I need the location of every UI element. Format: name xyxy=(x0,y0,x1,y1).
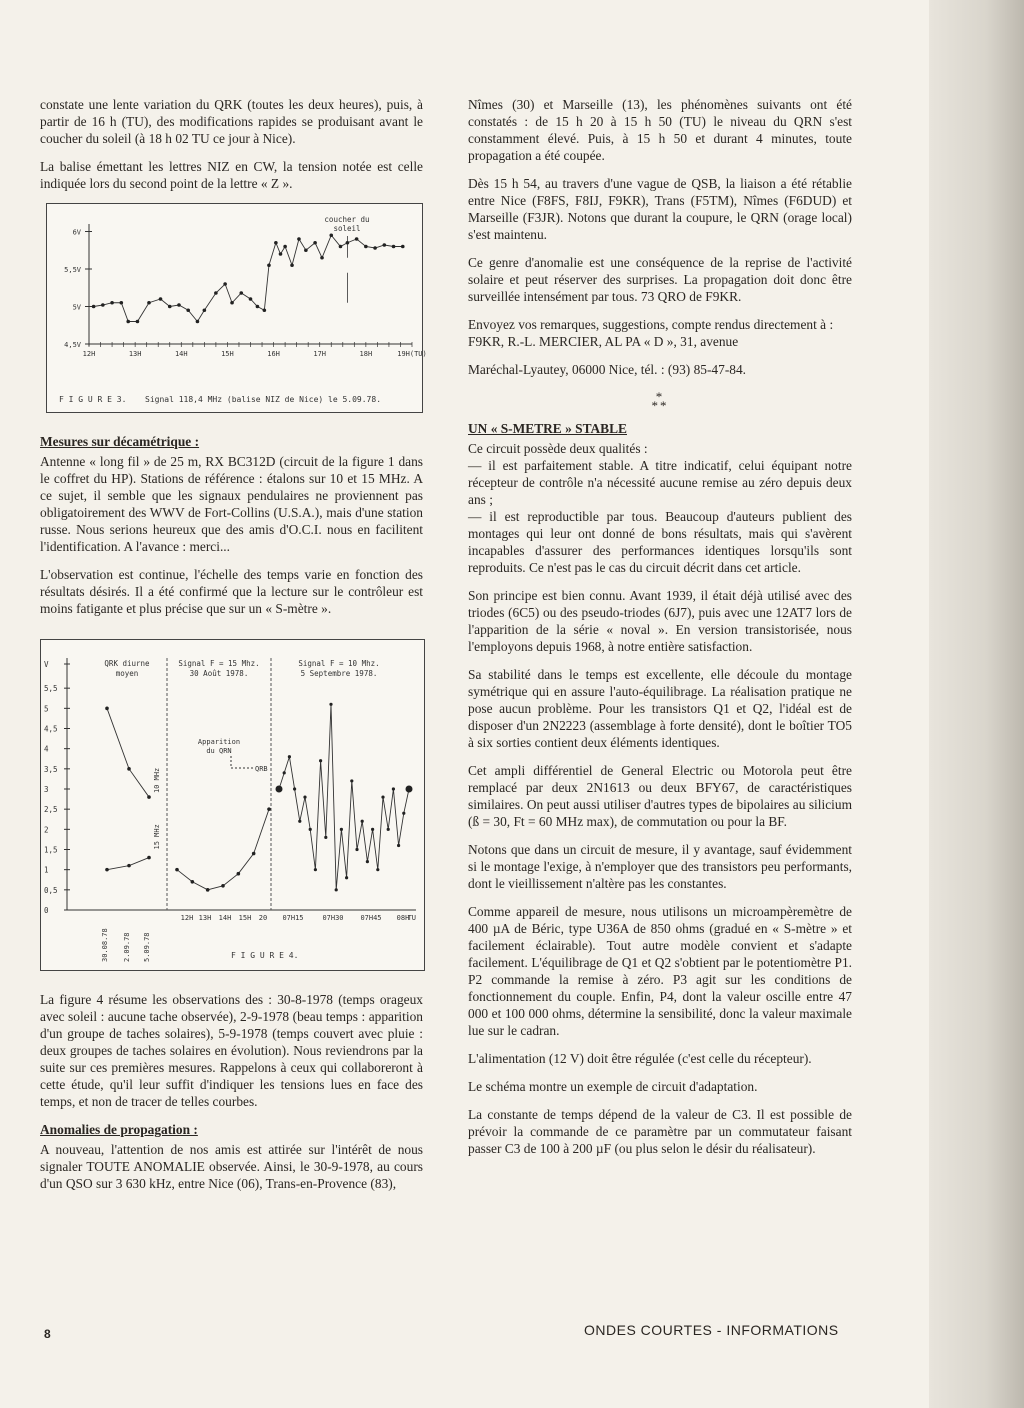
series-line xyxy=(94,235,403,321)
annotation-label: du QRN xyxy=(206,747,232,755)
list-item: — il est reproductible par tous. Beaucoup d'auteurs publient des montages qui leur ont donné de bons résultats, mais qui s'avèrent incapables d'assurer des performances identiques lorsqu'ils sont reproduits. Ce n'est pas le cas du circuit décrit dans cet article. xyxy=(468,509,852,575)
data-point xyxy=(191,880,195,884)
x-tick-label: 14H xyxy=(218,914,232,922)
paragraph: Son principe est bien connu. Avant 1939, il était déjà utilisé avec des triodes (6C5) ou des pseudo-triodes (6J7), puis avec une 12AT7 lors de l'apparition de la série « noval ». En version transistorisée, nous l'employons depuis 1968, à notre entière satisfaction. xyxy=(468,588,852,654)
panel-title: moyen xyxy=(115,669,139,678)
y-tick-label: 2 xyxy=(44,825,49,835)
x-tick-label: 14H xyxy=(174,350,188,358)
paragraph: Ce circuit possède deux qualités : xyxy=(468,441,648,456)
list-item: — il est parfaitement stable. A titre indicatif, celui équipant notre récepteur de contrôle n'a nécessité aucune remise au zéro depuis deux ans ; xyxy=(468,458,852,507)
y-tick-label: 0 xyxy=(44,906,49,915)
y-tick-label: 3,5 xyxy=(44,764,58,774)
paragraph: L'observation est continue, l'échelle des temps varie en fonction des résultats désirés. Il a été confirmé que la lecture sur le contrôleur est moins fatigante et plus précise que sur un « S-mètre ». xyxy=(40,567,423,616)
y-tick-label: 0,5 xyxy=(44,885,58,895)
data-point xyxy=(126,320,130,324)
paragraph: Comme appareil de mesure, nous utilisons un microampèremètre de 400 µA de Béric, type U36A de 850 ohms (gradué en « S-mètre » et facilement éclairable). Tout autre modèle convient et s'adapte facilement. L'équilibrage de Q1 et Q2 s'obtient par le potentiomètre P1. P2 commande la remise à zéro. P3 agit sur les conditions de fonctionnement du couple. Enfin, P4, dont la valeur oscille entre 47 000 et 100 000 ohms, détermine la sensibilité, donc la valeur maximale lue sur le cadran. xyxy=(468,904,852,1038)
y-tick-label: 3 xyxy=(44,785,49,794)
data-point xyxy=(186,308,190,312)
x-tick-label: 08H xyxy=(396,914,410,922)
data-point xyxy=(105,707,109,711)
figure-3-chart xyxy=(47,204,427,412)
paragraph: La constante de temps dépend de la valeur de C3. Il est possible de prévoir la commande de ce paramètre par un commutateur faisant passer C3 de 100 à 200 µF (ou plus selon le désir du réalisateur). xyxy=(468,1107,852,1156)
data-point xyxy=(303,795,306,798)
data-point xyxy=(339,245,343,249)
data-point xyxy=(105,868,109,872)
x-tick-label: 07H45 xyxy=(360,914,382,922)
panel-title: 5 Septembre 1978. xyxy=(300,669,378,678)
x-tick-label: 13H xyxy=(198,914,212,922)
data-point xyxy=(401,245,405,249)
paragraph: Cet ampli différentiel de General Electric ou Motorola peut être remplacé par deux 2N1613 ou deux BFY67, de caractéristiques similaires. On peut aussi utiliser d'autres types de bipolaires au silicium (ß = 30, Ft = 60 MHz max), de commutation ou pour la BF. xyxy=(468,763,852,829)
paragraph: L'alimentation (12 V) doit être régulée (c'est celle du récepteur). xyxy=(468,1051,812,1066)
data-point xyxy=(293,787,296,790)
y-tick-label: V xyxy=(44,660,49,669)
data-point xyxy=(120,301,124,305)
panel-title: Signal F = 15 Mhz. xyxy=(178,659,260,668)
data-point xyxy=(366,860,369,863)
address-line: Maréchal-Lyautey, 06000 Nice, tél. : (93) 85-47-84. xyxy=(468,362,747,377)
data-point xyxy=(309,828,312,831)
data-point xyxy=(127,864,131,868)
panel-title: 30 Août 1978. xyxy=(189,669,249,678)
data-point xyxy=(276,786,283,793)
data-point xyxy=(313,241,317,245)
data-point xyxy=(283,771,286,774)
data-point xyxy=(230,301,234,305)
x-tick-label: 12H xyxy=(180,914,194,922)
data-point xyxy=(346,241,350,245)
series-label: 10 MHz xyxy=(153,767,161,794)
data-point xyxy=(406,786,413,793)
paragraph: Notons que dans un circuit de mesure, il y avantage, sauf évidemment si le montage l'exige, à n'employer que des transistors peu performants, dont le vieillissement n'altère pas les constantes. xyxy=(468,842,852,891)
data-point xyxy=(392,245,396,249)
data-point xyxy=(110,301,114,305)
data-point xyxy=(290,263,294,267)
data-point xyxy=(274,241,278,245)
paragraph: Ce genre d'anomalie est une conséquence de la reprise de l'activité solaire et peut réserver des surprises. La propagation doit donc être surveillée intensément par tous. 73 QRO de F9KR. xyxy=(468,255,852,304)
paragraph: La balise émettant les lettres NIZ en CW, la tension notée est celle indiquée lors du second point de la lettre « Z ». xyxy=(40,159,423,191)
page-number: 8 xyxy=(44,1327,51,1341)
left-column xyxy=(40,96,427,1203)
section-separator: * ** xyxy=(651,389,669,413)
y-tick-label: 5V xyxy=(72,303,81,312)
data-point xyxy=(381,795,384,798)
panel-title: QRK diurne xyxy=(104,659,150,668)
data-point xyxy=(177,303,181,307)
data-point xyxy=(136,320,140,324)
data-point xyxy=(249,297,253,301)
data-point xyxy=(297,237,301,241)
paragraph: Dès 15 h 54, au travers d'une vague de QSB, la liaison a été rétablie entre Nice (F8FS, F8IJ, F9KR), Trans (F5TM), Nîmes (F6DUD) et Marseille (F3JR). Notons que durant la coupure, le QRN (orage local) s'est maintenu. xyxy=(468,176,852,242)
data-point xyxy=(288,755,291,758)
data-point xyxy=(340,828,343,831)
section-heading: Mesures sur décamétrique : xyxy=(40,434,200,449)
data-point xyxy=(206,888,210,892)
data-point xyxy=(214,291,218,295)
x-tick-label: 15H xyxy=(221,350,234,358)
x-axis-unit: TU xyxy=(407,914,416,922)
y-tick-label: 6V xyxy=(72,228,81,237)
y-tick-label: 1 xyxy=(44,865,49,875)
data-point xyxy=(203,308,207,312)
data-point xyxy=(371,828,374,831)
data-point xyxy=(237,872,241,876)
paragraph: A nouveau, l'attention de nos amis est attirée sur l'intérêt de nous signaler TOUTE ANOMALIE observée. Ainsi, le 30-9-1978, au cours d'un QSO sur 3 630 kHz, entre Nice (06), Trans-en-Provence (83), xyxy=(40,1142,423,1191)
data-point xyxy=(324,836,327,839)
data-point xyxy=(256,305,260,309)
x-tick-label: 2.09.78 xyxy=(123,932,131,962)
data-point xyxy=(397,844,400,847)
paragraph: Envoyez vos remarques, suggestions, compte rendus directement à : xyxy=(468,317,834,332)
data-point xyxy=(147,856,151,860)
data-point xyxy=(355,237,359,241)
data-point xyxy=(147,301,151,305)
data-point xyxy=(329,703,332,706)
x-tick-label: 19H(TU) xyxy=(397,350,427,358)
x-tick-label: 5.09.78 xyxy=(143,932,151,962)
figure-label: F I G U R E 4. xyxy=(231,951,299,960)
data-point xyxy=(355,848,358,851)
data-point xyxy=(92,305,96,309)
y-tick-label: 5,5V xyxy=(64,266,81,274)
section-heading: Anomalies de propagation : xyxy=(40,1122,198,1137)
data-point xyxy=(320,256,324,260)
paragraph: constate une lente variation du QRK (toutes les deux heures), puis, à partir de 16 h (TU), des modifications rapides se produisant avant le coucher du soleil (à 18 h 02 TU ce jour à Nice). xyxy=(40,97,423,146)
x-tick-label: 20 xyxy=(258,914,268,922)
series-line xyxy=(107,708,149,797)
annotation-label: QRB xyxy=(255,765,268,773)
x-tick-label: 15H xyxy=(238,914,252,922)
figure-label: F I G U R E 3. xyxy=(59,395,127,404)
data-point xyxy=(175,868,179,872)
data-point xyxy=(364,245,368,249)
data-point xyxy=(383,243,387,247)
data-point xyxy=(402,812,405,815)
data-point xyxy=(267,807,271,811)
series-line xyxy=(177,809,269,890)
data-point xyxy=(298,820,301,823)
series-line xyxy=(279,704,409,890)
series-line xyxy=(107,858,149,870)
y-tick-label: 4,5 xyxy=(44,724,58,734)
data-point xyxy=(361,820,364,823)
x-tick-label: 13H xyxy=(128,350,142,358)
series-label: 15 MHz xyxy=(153,824,161,850)
y-tick-label: 5 xyxy=(44,704,49,714)
paragraph: Le schéma montre un exemple de circuit d'adaptation. xyxy=(468,1079,758,1094)
right-column xyxy=(468,96,852,1168)
data-point xyxy=(168,305,172,309)
x-tick-label: 16H xyxy=(267,350,280,358)
data-point xyxy=(101,303,105,307)
data-point xyxy=(279,252,283,256)
data-point xyxy=(127,767,131,771)
data-point xyxy=(319,759,322,762)
data-point xyxy=(304,248,308,252)
data-point xyxy=(239,291,243,295)
data-point xyxy=(376,868,379,871)
data-point xyxy=(345,876,348,879)
annotation-label: Apparition xyxy=(197,738,241,746)
y-tick-label: 2,5 xyxy=(44,805,58,815)
section-heading: UN « S-METRE » STABLE xyxy=(468,421,627,436)
address-line: F9KR, R.-L. MERCIER, AL PA « D », 31, avenue xyxy=(468,334,739,349)
data-point xyxy=(350,779,353,782)
figure-caption: Signal 118,4 MHz (balise NIZ de Nice) le 5.09.78. xyxy=(145,395,382,404)
data-point xyxy=(314,868,317,871)
data-point xyxy=(335,888,338,891)
x-tick-label: 07H15 xyxy=(282,914,304,922)
x-tick-label: 18H xyxy=(359,350,373,358)
annotation-label: soleil xyxy=(333,224,361,233)
paragraph: Nîmes (30) et Marseille (13), les phénomènes suivants ont été constatés : de 15 h 20 à 15 h 50 (TU) le niveau du QRN s'est constamment élevé. Puis, à 15 h 50 et durant 4 minutes, toute propagation a été coupée. xyxy=(468,97,852,163)
data-point xyxy=(283,245,287,249)
data-point xyxy=(329,233,333,237)
x-tick-label: 30.08.78 xyxy=(101,928,109,962)
data-point xyxy=(147,795,151,799)
annotation-label: coucher du xyxy=(324,215,370,224)
y-tick-label: 1,5 xyxy=(44,845,58,855)
data-point xyxy=(196,320,200,324)
data-point xyxy=(221,884,225,888)
paragraph: La figure 4 résume les observations des : 30-8-1978 (temps orageux avec soleil : aucune tache observée), 2-9-1978 (beau temps : apparition d'un groupe de taches solaires), 5-9-1978 (temps couvert avec pluie : deux groupes de taches solaires en évolution). Nous reviendrons par la suite sur ces premières mesures. Rappelons à ceux qui collaboreront à cette étude, qu'il leur suffit d'indiquer les tensions lues en face des temps, et non de tracer de telles courbes. xyxy=(40,992,423,1109)
x-tick-label: 12H xyxy=(82,350,96,358)
data-point xyxy=(373,246,377,250)
paragraph: Sa stabilité dans le temps est excellente, elle découle du montage symétrique qui en assure l'auto-équilibrage. La réalisation pratique ne pose aucun problème. Pour les transistors Q1 et Q2, l'idéal est de disposer d'un 2N2223 (assemblage à forte densité), dont le boîtier TO5 à six sorties contient deux éléments identiques. xyxy=(468,667,852,750)
panel-title: Signal F = 10 Mhz. xyxy=(298,659,380,668)
data-point xyxy=(263,308,267,312)
paragraph: Antenne « long fil » de 25 m, RX BC312D (circuit de la figure 1 dans le coffret du HP). Stations de référence : étalons sur 10 et 15 MHz. A ce sujet, il semble que les signaux pendulaires ne proviennent pas obligatoirement des WWV de Fort-Collins (U.S.A.), mais d'une station russe. Nous serions heureux que des amis d'O.C.I. nous en facilitent l'identification. A l'avance : merci... xyxy=(40,454,423,554)
x-tick-label: 17H xyxy=(313,350,327,358)
figure-3 xyxy=(46,203,427,413)
data-point xyxy=(267,263,271,267)
data-point xyxy=(159,297,163,301)
x-tick-label: 07H30 xyxy=(322,914,344,922)
y-tick-label: 5,5 xyxy=(44,684,58,694)
page-gutter-shadow xyxy=(929,0,1024,1408)
y-tick-label: 4,5V xyxy=(64,341,81,349)
data-point xyxy=(392,787,395,790)
y-tick-label: 4 xyxy=(44,744,49,754)
data-point xyxy=(223,282,227,286)
figure-4 xyxy=(40,639,425,971)
figure-4-chart xyxy=(41,640,424,970)
data-point xyxy=(387,828,390,831)
publication-title: ONDES COURTES - INFORMATIONS xyxy=(584,1322,839,1338)
data-point xyxy=(252,852,256,856)
